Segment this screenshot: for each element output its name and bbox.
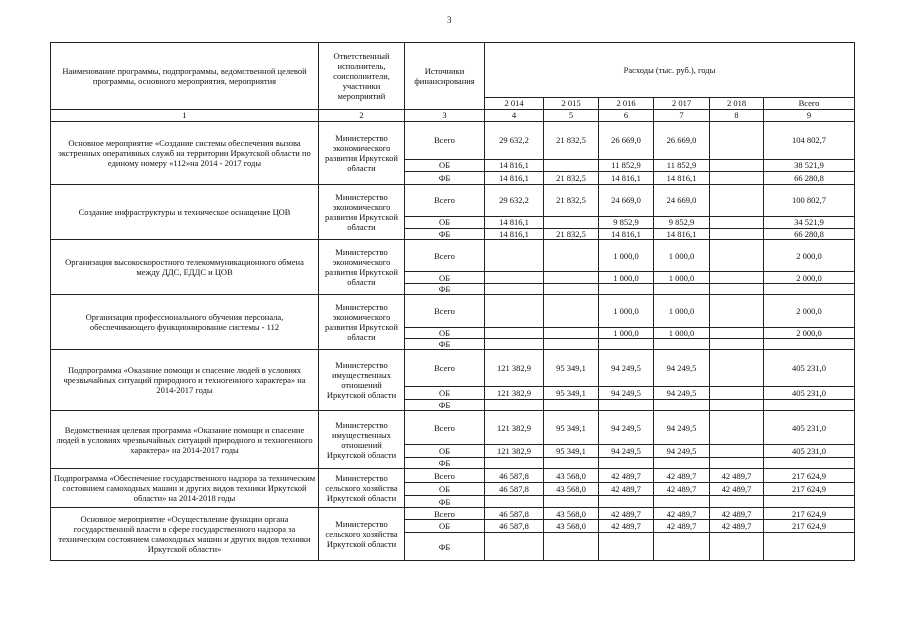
funding-source: Всего bbox=[405, 240, 485, 272]
amount-cell bbox=[710, 272, 764, 284]
amount-cell: 95 349,1 bbox=[544, 445, 599, 458]
table-row bbox=[51, 122, 855, 160]
program-name: Подпрограмма «Оказание помощи и спасение людей в условиях чрезвычайных ситуаций природного и техногенного характера» на 2014-2017 годы bbox=[51, 350, 319, 411]
amount-cell bbox=[710, 172, 764, 185]
amount-cell bbox=[485, 400, 544, 411]
total-cell: 2 000,0 bbox=[764, 295, 855, 328]
executor-name: Министерство экономического развития Иркутской области bbox=[319, 185, 405, 240]
amount-cell bbox=[654, 400, 710, 411]
table-row bbox=[51, 240, 855, 272]
header-year: 2 014 bbox=[485, 98, 544, 110]
amount-cell bbox=[599, 400, 654, 411]
amount-cell: 121 382,9 bbox=[485, 350, 544, 387]
amount-cell: 42 489,7 bbox=[599, 520, 654, 533]
amount-cell bbox=[710, 387, 764, 400]
funding-source: ОБ bbox=[405, 328, 485, 339]
total-cell: 2 000,0 bbox=[764, 240, 855, 272]
col-number: 5 bbox=[544, 110, 599, 122]
amount-cell: 94 249,5 bbox=[654, 350, 710, 387]
amount-cell: 43 568,0 bbox=[544, 508, 599, 520]
amount-cell bbox=[710, 295, 764, 328]
amount-cell bbox=[654, 339, 710, 350]
col-number: 1 bbox=[51, 110, 319, 122]
amount-cell: 46 587,8 bbox=[485, 483, 544, 496]
total-cell: 66 280,8 bbox=[764, 172, 855, 185]
amount-cell: 42 489,7 bbox=[654, 520, 710, 533]
amount-cell: 94 249,5 bbox=[654, 445, 710, 458]
amount-cell: 21 832,5 bbox=[544, 229, 599, 240]
amount-cell: 42 489,7 bbox=[599, 508, 654, 520]
executor-name: Министерство экономического развития Иркутской области bbox=[319, 295, 405, 350]
amount-cell bbox=[710, 411, 764, 445]
amount-cell bbox=[654, 496, 710, 508]
funding-source: Всего bbox=[405, 295, 485, 328]
budget-table bbox=[50, 42, 855, 561]
header-total: Всего bbox=[764, 98, 855, 110]
amount-cell: 1 000,0 bbox=[654, 295, 710, 328]
total-cell: 405 231,0 bbox=[764, 445, 855, 458]
program-name: Создание инфраструктуры и техническое оснащение ЦОВ bbox=[51, 185, 319, 240]
amount-cell bbox=[544, 496, 599, 508]
amount-cell: 14 816,1 bbox=[654, 229, 710, 240]
amount-cell: 14 816,1 bbox=[599, 172, 654, 185]
amount-cell: 94 249,5 bbox=[654, 411, 710, 445]
amount-cell bbox=[485, 458, 544, 469]
funding-source: ОБ bbox=[405, 445, 485, 458]
amount-cell bbox=[710, 339, 764, 350]
amount-cell: 14 816,1 bbox=[485, 217, 544, 229]
amount-cell: 14 816,1 bbox=[485, 172, 544, 185]
executor-name: Министерство экономического развития Иркутской области bbox=[319, 122, 405, 185]
total-cell bbox=[764, 533, 855, 561]
amount-cell bbox=[710, 229, 764, 240]
amount-cell bbox=[485, 284, 544, 295]
amount-cell bbox=[599, 339, 654, 350]
amount-cell: 94 249,5 bbox=[654, 387, 710, 400]
total-cell bbox=[764, 496, 855, 508]
program-name: Подпрограмма «Обеспечение государственного надзора за техническим состоянием самоходных машин и других видов техники Иркутской области» на 2014-2018 годы bbox=[51, 469, 319, 508]
total-cell bbox=[764, 458, 855, 469]
amount-cell bbox=[710, 284, 764, 295]
amount-cell: 26 669,0 bbox=[599, 122, 654, 160]
funding-source: ФБ bbox=[405, 400, 485, 411]
program-name: Организация высокоскоростного телекоммуникационного обмена между ДДС, ЕДДС и ЦОВ bbox=[51, 240, 319, 295]
funding-source: ОБ bbox=[405, 483, 485, 496]
amount-cell bbox=[485, 496, 544, 508]
amount-cell bbox=[710, 185, 764, 217]
amount-cell: 1 000,0 bbox=[654, 272, 710, 284]
funding-source: ФБ bbox=[405, 458, 485, 469]
amount-cell: 43 568,0 bbox=[544, 469, 599, 483]
amount-cell: 42 489,7 bbox=[654, 469, 710, 483]
amount-cell: 121 382,9 bbox=[485, 411, 544, 445]
funding-source: Всего bbox=[405, 350, 485, 387]
amount-cell bbox=[710, 122, 764, 160]
total-cell: 405 231,0 bbox=[764, 350, 855, 387]
total-cell bbox=[764, 400, 855, 411]
amount-cell bbox=[710, 217, 764, 229]
funding-source: ФБ bbox=[405, 533, 485, 561]
total-cell: 2 000,0 bbox=[764, 272, 855, 284]
amount-cell: 24 669,0 bbox=[654, 185, 710, 217]
amount-cell: 42 489,7 bbox=[599, 483, 654, 496]
header-expenses: Расходы (тыс. руб.), годы bbox=[485, 43, 855, 98]
amount-cell bbox=[654, 533, 710, 561]
amount-cell bbox=[544, 339, 599, 350]
amount-cell bbox=[599, 284, 654, 295]
amount-cell: 29 632,2 bbox=[485, 185, 544, 217]
amount-cell: 46 587,8 bbox=[485, 469, 544, 483]
amount-cell bbox=[485, 328, 544, 339]
amount-cell: 95 349,1 bbox=[544, 411, 599, 445]
amount-cell bbox=[544, 272, 599, 284]
amount-cell: 9 852,9 bbox=[654, 217, 710, 229]
table-row bbox=[51, 350, 855, 387]
amount-cell: 42 489,7 bbox=[710, 469, 764, 483]
executor-name: Министерство сельского хозяйства Иркутской области bbox=[319, 508, 405, 561]
funding-source: ОБ bbox=[405, 272, 485, 284]
amount-cell bbox=[654, 458, 710, 469]
amount-cell bbox=[710, 533, 764, 561]
executor-name: Министерство сельского хозяйства Иркутской области bbox=[319, 469, 405, 508]
amount-cell: 21 832,5 bbox=[544, 122, 599, 160]
amount-cell: 1 000,0 bbox=[599, 295, 654, 328]
amount-cell: 21 832,5 bbox=[544, 172, 599, 185]
total-cell: 405 231,0 bbox=[764, 387, 855, 400]
col-number: 3 bbox=[405, 110, 485, 122]
total-cell: 2 000,0 bbox=[764, 328, 855, 339]
amount-cell: 11 852,9 bbox=[599, 160, 654, 172]
amount-cell bbox=[544, 217, 599, 229]
funding-source: Всего bbox=[405, 185, 485, 217]
amount-cell: 94 249,5 bbox=[599, 411, 654, 445]
amount-cell: 94 249,5 bbox=[599, 445, 654, 458]
amount-cell: 42 489,7 bbox=[599, 469, 654, 483]
amount-cell bbox=[544, 533, 599, 561]
page-number: 3 bbox=[447, 15, 452, 25]
funding-source: ОБ bbox=[405, 160, 485, 172]
amount-cell bbox=[599, 458, 654, 469]
amount-cell bbox=[710, 328, 764, 339]
header-responsible: Ответственный исполнитель, соисполнители, участники мероприятий bbox=[319, 43, 405, 110]
amount-cell bbox=[654, 284, 710, 295]
col-number: 2 bbox=[319, 110, 405, 122]
amount-cell: 1 000,0 bbox=[654, 240, 710, 272]
amount-cell: 11 852,9 bbox=[654, 160, 710, 172]
amount-cell: 1 000,0 bbox=[599, 240, 654, 272]
amount-cell: 21 832,5 bbox=[544, 185, 599, 217]
funding-source: ОБ bbox=[405, 387, 485, 400]
amount-cell: 24 669,0 bbox=[599, 185, 654, 217]
total-cell: 66 280,8 bbox=[764, 229, 855, 240]
amount-cell bbox=[485, 240, 544, 272]
amount-cell bbox=[710, 400, 764, 411]
table-row bbox=[51, 508, 855, 520]
amount-cell bbox=[599, 533, 654, 561]
amount-cell bbox=[544, 160, 599, 172]
amount-cell bbox=[485, 533, 544, 561]
amount-cell bbox=[710, 350, 764, 387]
amount-cell: 26 669,0 bbox=[654, 122, 710, 160]
funding-source: ФБ bbox=[405, 284, 485, 295]
total-cell bbox=[764, 284, 855, 295]
amount-cell bbox=[544, 328, 599, 339]
funding-source: Всего bbox=[405, 411, 485, 445]
amount-cell bbox=[544, 400, 599, 411]
amount-cell bbox=[544, 295, 599, 328]
total-cell: 217 624,9 bbox=[764, 508, 855, 520]
header-year: 2 016 bbox=[599, 98, 654, 110]
amount-cell bbox=[710, 458, 764, 469]
col-number: 8 bbox=[710, 110, 764, 122]
executor-name: Министерство имущественных отношений Иркутской области bbox=[319, 350, 405, 411]
funding-source: Всего bbox=[405, 122, 485, 160]
executor-name: Министерство имущественных отношений Иркутской области bbox=[319, 411, 405, 469]
amount-cell bbox=[485, 295, 544, 328]
amount-cell: 94 249,5 bbox=[599, 387, 654, 400]
col-number: 7 bbox=[654, 110, 710, 122]
executor-name: Министерство экономического развития Иркутской области bbox=[319, 240, 405, 295]
header-year: 2 015 bbox=[544, 98, 599, 110]
total-cell: 217 624,9 bbox=[764, 520, 855, 533]
amount-cell: 42 489,7 bbox=[710, 483, 764, 496]
amount-cell bbox=[710, 160, 764, 172]
col-number: 4 bbox=[485, 110, 544, 122]
program-name: Основное мероприятие «Осуществление функции органа государственной власти в сфере государственного надзора за техническим состоянием самоходных машин и других видов техники Иркутской области» bbox=[51, 508, 319, 561]
total-cell bbox=[764, 339, 855, 350]
amount-cell: 14 816,1 bbox=[654, 172, 710, 185]
amount-cell: 1 000,0 bbox=[599, 328, 654, 339]
funding-source: ФБ bbox=[405, 496, 485, 508]
amount-cell: 14 816,1 bbox=[599, 229, 654, 240]
amount-cell bbox=[710, 445, 764, 458]
program-name: Ведомственная целевая программа «Оказание помощи и спасение людей в условиях чрезвычайных ситуаций природного и техногенного характера» на 2014-2017 годы bbox=[51, 411, 319, 469]
amount-cell: 46 587,8 bbox=[485, 508, 544, 520]
amount-cell bbox=[710, 496, 764, 508]
table-row bbox=[51, 469, 855, 483]
amount-cell: 95 349,1 bbox=[544, 350, 599, 387]
table-row bbox=[51, 185, 855, 217]
funding-source: ФБ bbox=[405, 172, 485, 185]
program-name: Основное мероприятие «Создание системы обеспечения вызова экстренных оперативных служб на территории Иркутской области по единому номеру «112»на 2014 - 2017 годы bbox=[51, 122, 319, 185]
amount-cell: 121 382,9 bbox=[485, 387, 544, 400]
table-row bbox=[51, 295, 855, 328]
funding-source: ФБ bbox=[405, 339, 485, 350]
total-cell: 217 624,9 bbox=[764, 483, 855, 496]
amount-cell bbox=[485, 339, 544, 350]
table-row bbox=[51, 411, 855, 445]
amount-cell: 9 852,9 bbox=[599, 217, 654, 229]
total-cell: 100 802,7 bbox=[764, 185, 855, 217]
amount-cell bbox=[710, 240, 764, 272]
amount-cell bbox=[485, 272, 544, 284]
amount-cell bbox=[544, 458, 599, 469]
header-year: 2 017 bbox=[654, 98, 710, 110]
amount-cell: 94 249,5 bbox=[599, 350, 654, 387]
funding-source: Всего bbox=[405, 469, 485, 483]
amount-cell bbox=[544, 240, 599, 272]
header-sources: Источники финансирования bbox=[405, 43, 485, 110]
header-year: 2 018 bbox=[710, 98, 764, 110]
amount-cell: 14 816,1 bbox=[485, 160, 544, 172]
col-number: 9 bbox=[764, 110, 855, 122]
total-cell: 38 521,9 bbox=[764, 160, 855, 172]
amount-cell: 1 000,0 bbox=[599, 272, 654, 284]
amount-cell: 1 000,0 bbox=[654, 328, 710, 339]
total-cell: 217 624,9 bbox=[764, 469, 855, 483]
amount-cell: 42 489,7 bbox=[654, 483, 710, 496]
total-cell: 34 521,9 bbox=[764, 217, 855, 229]
amount-cell: 43 568,0 bbox=[544, 520, 599, 533]
amount-cell bbox=[544, 284, 599, 295]
funding-source: ОБ bbox=[405, 217, 485, 229]
amount-cell: 46 587,8 bbox=[485, 520, 544, 533]
amount-cell: 14 816,1 bbox=[485, 229, 544, 240]
amount-cell: 43 568,0 bbox=[544, 483, 599, 496]
amount-cell bbox=[599, 496, 654, 508]
col-number: 6 bbox=[599, 110, 654, 122]
amount-cell: 42 489,7 bbox=[654, 508, 710, 520]
amount-cell: 95 349,1 bbox=[544, 387, 599, 400]
amount-cell: 42 489,7 bbox=[710, 520, 764, 533]
funding-source: ОБ bbox=[405, 520, 485, 533]
funding-source: Всего bbox=[405, 508, 485, 520]
total-cell: 104 802,7 bbox=[764, 122, 855, 160]
amount-cell: 121 382,9 bbox=[485, 445, 544, 458]
header-program: Наименование программы, подпрограммы, ведомственной целевой программы, основного мероприятия, мероприятия bbox=[51, 43, 319, 110]
total-cell: 405 231,0 bbox=[764, 411, 855, 445]
funding-source: ФБ bbox=[405, 229, 485, 240]
amount-cell: 29 632,2 bbox=[485, 122, 544, 160]
amount-cell: 42 489,7 bbox=[710, 508, 764, 520]
program-name: Организация профессионального обучения персонала, обеспечивающего функционирование системы - 112 bbox=[51, 295, 319, 350]
